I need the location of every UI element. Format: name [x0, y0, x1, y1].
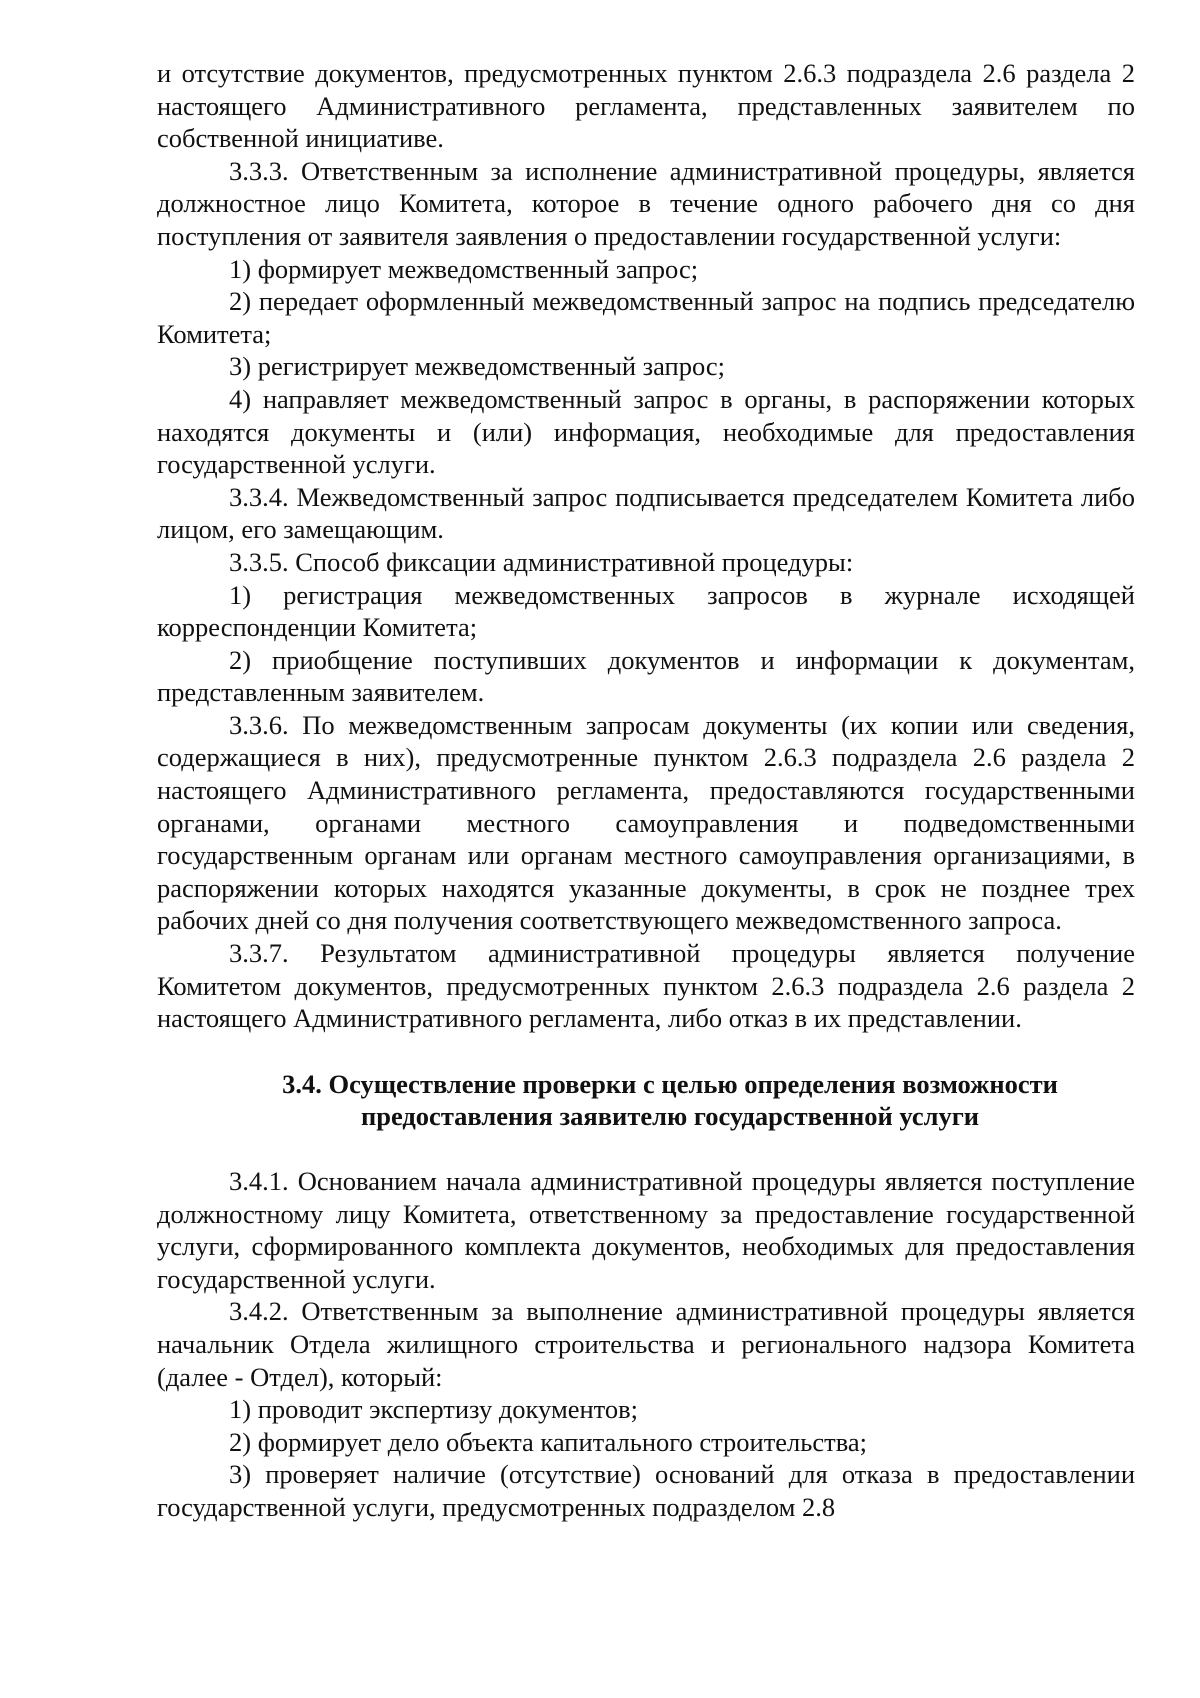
heading-line-1: 3.4. Осуществление проверки с целью определения возможности: [282, 1068, 1058, 1099]
list-item-2: 2) передает оформленный межведомственный запрос на подпись председателю Комитета;: [157, 286, 1135, 349]
list-item-expertise-2: 2) формирует дело объекта капитального строительства;: [229, 1426, 867, 1457]
paragraph-3-4-1: 3.4.1. Основанием начала административной процедуры является поступление должностному лицу Комитета, ответственному за предоставление государственной услуги, сформированного комплекта документов, необходимых для предоставления государственной услуги.: [157, 1166, 1135, 1294]
paragraph-intro: и отсутствие документов, предусмотренных пунктом 2.6.3 подраздела 2.6 раздела 2 настоящего Административного регламента, представленных заявителем по собственной инициативе.: [157, 58, 1135, 154]
list-item-fixation-1: 1) регистрация межведомственных запросов в журнале исходящей корреспонденции Комитета;: [157, 579, 1135, 643]
paragraph-3-3-7: 3.3.7. Результатом административной процедуры является получение Комитетом документов, предусмотренных пунктом 2.6.3 подраздела 2.6 раздела 2 настоящего Административного регламента, либо отказ в их представлении.: [157, 938, 1135, 1034]
list-item-3: 3) регистрирует межведомственный запрос;: [229, 351, 726, 382]
section-3-4-body: [157, 1165, 1135, 1524]
paragraph-3-3-5: 3.3.5. Способ фиксации административной процедуры:: [229, 546, 854, 577]
list-item-4: 4) направляет межведомственный запрос в органы, в распоряжении которых находятся документы и (или) информация, необходимые для предоставления государственной услуги.: [157, 383, 1135, 480]
paragraph-3-3-4: 3.3.4. Межведомственный запрос подписывается председателем Комитета либо лицом, его замещающим.: [157, 481, 1135, 545]
paragraph-3-3-3: 3.3.3. Ответственным за исполнение административной процедуры, является должностное лицо Комитета, которое в течение одного рабочего дня со дня поступления от заявителя заявления о предоставлении государственной услуги:: [157, 155, 1135, 251]
document-page: [157, 57, 1135, 1524]
paragraph-3-4-2: 3.4.2. Ответственным за выполнение административной процедуры является начальник Отдела жилищного строительства и регионального надзора Комитета (далее - Отдел), который:: [157, 1296, 1135, 1392]
list-item-expertise-3: 3) проверяет наличие (отсутствие) оснований для отказа в предоставлении государственной услуги, предусмотренных подразделом 2.8: [157, 1459, 1135, 1522]
list-item-expertise-1: 1) проводит экспертизу документов;: [229, 1394, 639, 1425]
heading-line-2: предоставления заявителю государственной услуги: [360, 1101, 979, 1132]
section-3-3-body: [157, 57, 1135, 1035]
section-heading-3-4: [205, 1068, 1135, 1133]
paragraph-3-3-6: 3.3.6. По межведомственным запросам документы (их копии или сведения, содержащиеся в них), предусмотренные пунктом 2.6.3 подраздела 2.6 раздела 2 настоящего Административного регламента, предоставляются государственными органами, органами местного самоуправления и подведомственными государственным органам или органам местного самоуправления организациями, в распоряжении которых находятся указанные документы, в срок не позднее трех рабочих дней со дня получения соответствующего межведомственного запроса.: [157, 709, 1135, 936]
list-item-fixation-2: 2) приобщение поступивших документов и информации к документам, представленным заявителем.: [157, 644, 1135, 708]
list-item-1: 1) формирует межведомственный запрос;: [229, 253, 699, 284]
